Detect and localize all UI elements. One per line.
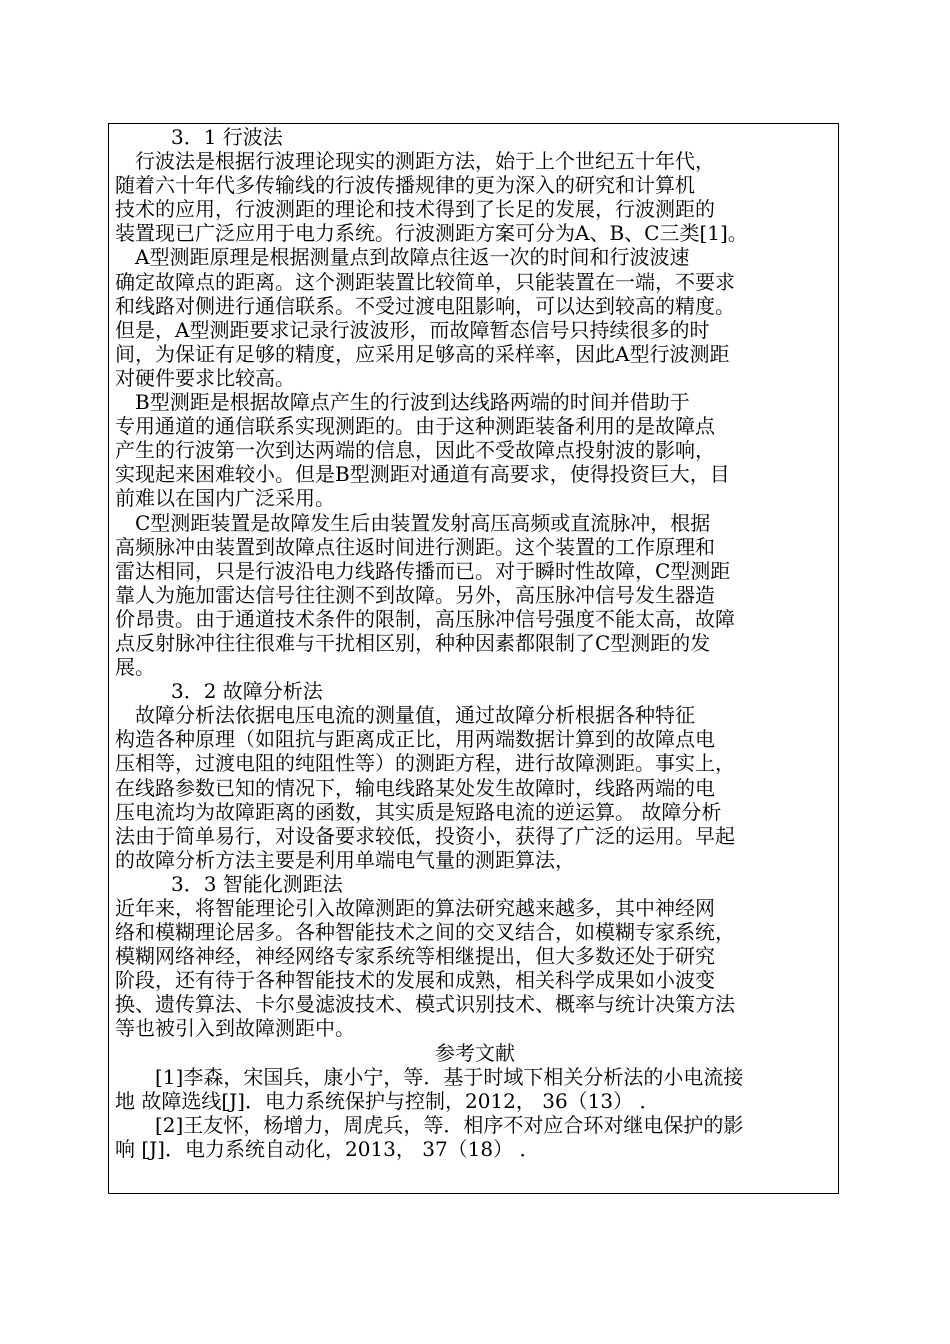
- text-line: 专用通道的通信联系实现测距的。由于这种测距装备利用的是故障点: [115, 414, 715, 439]
- text-line: 等也被引入到故障测距中。: [115, 1016, 355, 1041]
- section-heading-3-3: 3．3 智能化测距法: [151, 871, 343, 896]
- text-line: 压电流均为故障距离的函数，其实质是短路电流的逆运算。 故障分析: [115, 799, 722, 824]
- text-line: 压相等，过渡电阻的纯阻性等）的测距方程，进行故障测距。事实上，: [115, 751, 735, 776]
- text-line: 雷达相同，只是行波沿电力线路传播而已。对于瞬时性故障，C型测距: [115, 558, 731, 583]
- text-line: 对硬件要求比较高。: [115, 365, 295, 390]
- text-line: 法由于简单易行，对设备要求较低，投资小，获得了广泛的运用。早起: [115, 823, 735, 848]
- text-line: 点反射脉冲往往很难与干扰相区别，种种因素都限制了C型测距的发: [115, 630, 711, 655]
- section-heading-3-1: 3．1 行波法: [151, 125, 283, 149]
- section-heading-3-2: 3．2 故障分析法: [151, 679, 323, 704]
- text-line: 和线路对侧进行通信联系。不受过渡电阻影响，可以达到较高的精度。: [115, 293, 735, 318]
- text-line: 络和模糊理论居多。各种智能技术之间的交叉结合，如模糊专家系统，: [115, 920, 735, 945]
- text-line: 换、遗传算法、卡尔曼滤波技术、模式识别技术、概率与统计决策方法: [115, 992, 735, 1017]
- reference-line: [1]李森，宋国兵，康小宁，等．基于时域下相关分析法的小电流接: [115, 1064, 744, 1089]
- text-line: 展。: [115, 655, 155, 680]
- text-line: 实现起来困难较小。但是B型测距对通道有高要求，使得投资巨大，目: [115, 462, 730, 487]
- text-line: 随着六十年代多传输线的行波传播规律的更为深入的研究和计算机: [115, 173, 695, 198]
- text-line: B型测距是根据故障点产生的行波到达线路两端的时间并借助于: [115, 390, 690, 415]
- text-line: A型测距原理是根据测量点到故障点往返一次的时间和行波波速: [115, 245, 690, 270]
- text-line: 行波法是根据行波理论现实的测距方法，始于上个世纪五十年代，: [115, 149, 715, 174]
- text-line: 故障分析法依据电压电流的测量值，通过故障分析根据各种特征: [115, 703, 695, 728]
- reference-line: [2]王友怀，杨增力，周虎兵，等．相序不对应合环对继电保护的影: [115, 1112, 744, 1137]
- text-line: 技术的应用，行波测距的理论和技术得到了长足的发展，行波测距的: [115, 197, 715, 222]
- text-line: 的故障分析方法主要是利用单端电气量的测距算法，: [115, 847, 575, 872]
- text-line: 构造各种原理（如阻抗与距离成正比，用两端数据计算到的故障点电: [115, 727, 715, 752]
- text-line: 间，为保证有足够的精度，应采用足够高的采样率，因此A型行波测距: [115, 341, 730, 366]
- text-line: 确定故障点的距离。这个测距装置比较简单，只能装置在一端，不要求: [115, 269, 735, 294]
- text-line: 产生的行波第一次到达两端的信息，因此不受故障点投射波的影响，: [115, 438, 715, 463]
- text-line: 在线路参数已知的情况下，输电线路某处发生故障时，线路两端的电: [115, 775, 715, 800]
- text-line: 高频脉冲由装置到故障点往返时间进行测距。这个装置的工作原理和: [115, 534, 715, 559]
- document-body: [115, 125, 835, 1161]
- text-line: C型测距装置是故障发生后由装置发射高压高频或直流脉冲，根据: [115, 510, 711, 535]
- text-line: 近年来，将智能理论引入故障测距的算法研究越来越多，其中神经网: [115, 896, 715, 920]
- references-heading: 参考文献: [435, 1040, 515, 1065]
- text-line: 前难以在国内广泛采用。: [115, 486, 335, 511]
- text-line: 模糊网络神经，神经网络专家系统等相继提出，但大多数还处于研究: [115, 944, 715, 969]
- text-line: 价昂贵。由于通道技术条件的限制，高压脉冲信号强度不能太高，故障: [115, 606, 735, 631]
- reference-line: 响 [J]．电力系统自动化，2013， 37（18） ．: [115, 1136, 540, 1161]
- reference-line: 地 故障选线[J]．电力系统保护与控制，2012， 36（13） ．: [115, 1088, 660, 1113]
- text-line: 靠人为施加雷达信号往往测不到故障。另外，高压脉冲信号发生器造: [115, 582, 715, 607]
- text-line: 装置现已广泛应用于电力系统。行波测距方案可分为A、B、C三类[1]。: [115, 221, 748, 246]
- text-line: 但是，A型测距要求记录行波波形，而故障暂态信号只持续很多的时: [115, 317, 710, 342]
- text-line: 阶段，还有待于各种智能技术的发展和成熟，相关科学成果如小波变: [115, 968, 715, 993]
